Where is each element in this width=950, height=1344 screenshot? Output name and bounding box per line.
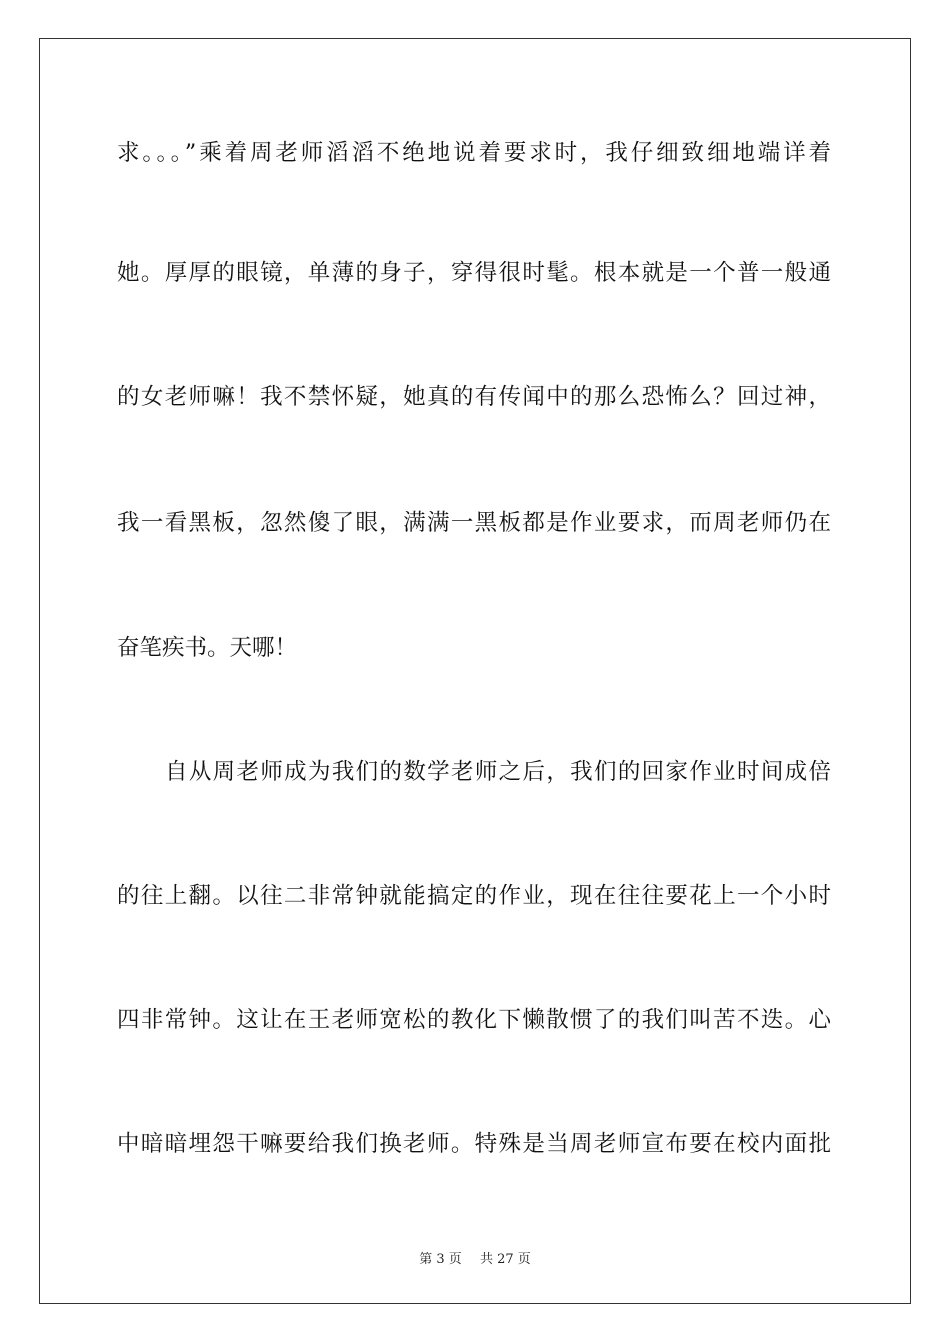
page-number: 第 3 页 <box>419 1252 462 1267</box>
text-line-5: 奋笔疾书。天哪！ <box>117 635 298 661</box>
text-line-3: 的女老师嘛！我不禁怀疑，她真的有传闻中的那么恐怖么？回过神， <box>117 384 831 410</box>
text-line-1: 求。。。”乘着周老师滔滔不绝地说着要求时，我仔细致细地端详着 <box>117 140 831 166</box>
text-line-4: 我一看黑板，忽然傻了眼，满满一黑板都是作业要求，而周老师仍在 <box>117 510 831 536</box>
page-total: 共 27 页 <box>479 1252 531 1267</box>
text-line-8: 四非常钟。这让在王老师宽松的教化下懒散惯了的我们叫苦不迭。心 <box>117 1007 831 1033</box>
text-line-2: 她。厚厚的眼镜，单薄的身子，穿得很时髦。根本就是一个普一般通 <box>117 260 831 286</box>
text-line-6: 自从周老师成为我们的数学老师之后，我们的回家作业时间成倍 <box>165 759 831 785</box>
text-line-7: 的往上翻。以往二非常钟就能搞定的作业，现在往往要花上一个小时 <box>117 883 831 909</box>
page-border <box>39 38 911 1304</box>
page-footer <box>0 1248 950 1267</box>
text-line-9: 中暗暗埋怨干嘛要给我们换老师。特殊是当周老师宣布要在校内面批 <box>117 1131 831 1157</box>
